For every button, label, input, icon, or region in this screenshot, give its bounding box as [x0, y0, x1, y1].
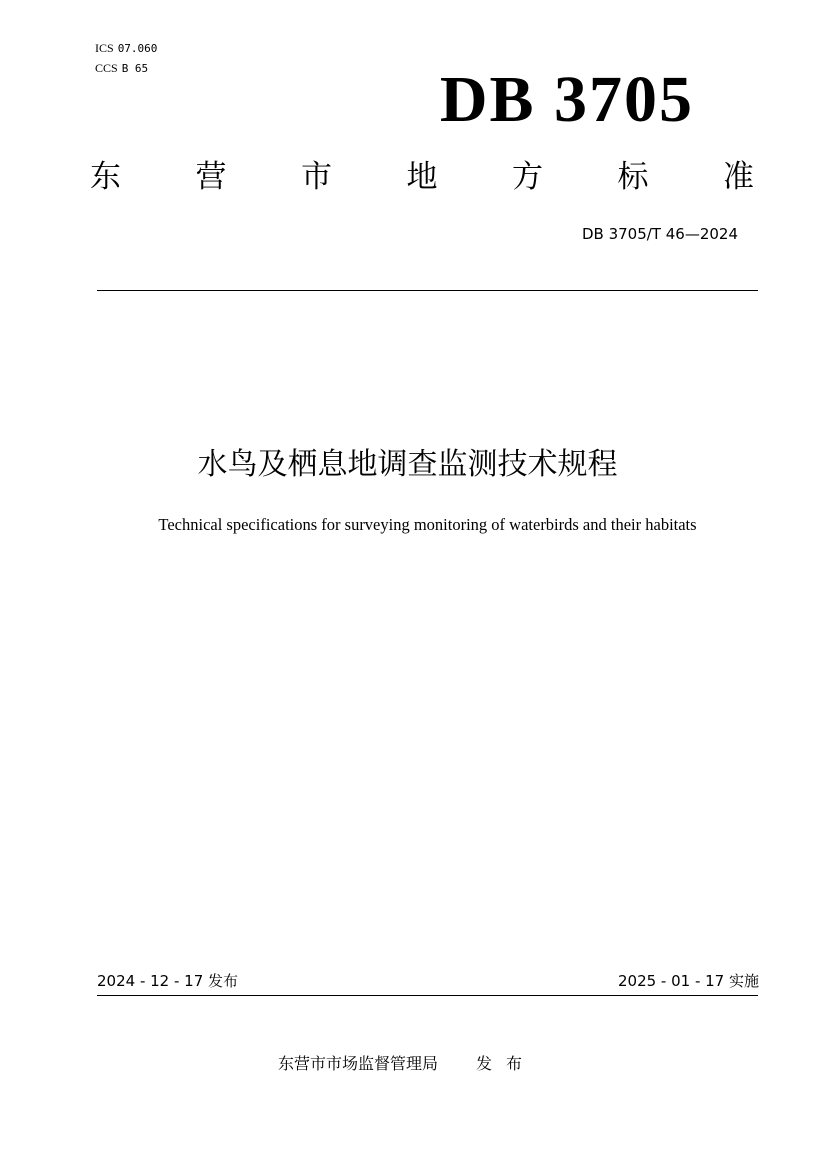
ics-classification — [95, 41, 157, 56]
standard-type-heading — [90, 156, 754, 198]
standard-type-char: 方 — [512, 159, 543, 195]
ccs-label: CCS — [95, 61, 118, 75]
ics-label: ICS — [95, 41, 114, 55]
publisher-line — [278, 1053, 536, 1075]
header-divider — [97, 290, 758, 291]
standard-type-char: 市 — [301, 159, 332, 195]
standard-type-char: 营 — [195, 159, 227, 195]
standard-type-char: 东 — [90, 159, 121, 195]
document-title-english: Technical specifications for surveying monitoring of waterbirds and their habitats — [158, 515, 697, 534]
footer-divider — [97, 995, 758, 996]
implementation-date: 2025 - 01 - 17 实施 — [617, 972, 759, 990]
ccs-code: B 65 — [121, 62, 149, 75]
publisher-action: 发布 — [476, 1054, 537, 1073]
standard-type-char: 地 — [406, 159, 438, 195]
standard-type-char: 准 — [723, 159, 754, 195]
ccs-classification — [95, 61, 148, 76]
standard-number: DB 3705/T 46—2024 — [581, 225, 738, 243]
issue-date: 2024 - 12 - 17 发布 — [97, 972, 239, 990]
standard-code-heading: DB 3705 — [439, 63, 694, 136]
standard-type-char: 标 — [617, 159, 649, 195]
document-title-chinese: 水鸟及栖息地调查监测技术规程 — [197, 447, 618, 482]
publisher-name: 东营市市场监督管理局 — [278, 1054, 439, 1073]
ics-code: 07.060 — [117, 42, 158, 55]
